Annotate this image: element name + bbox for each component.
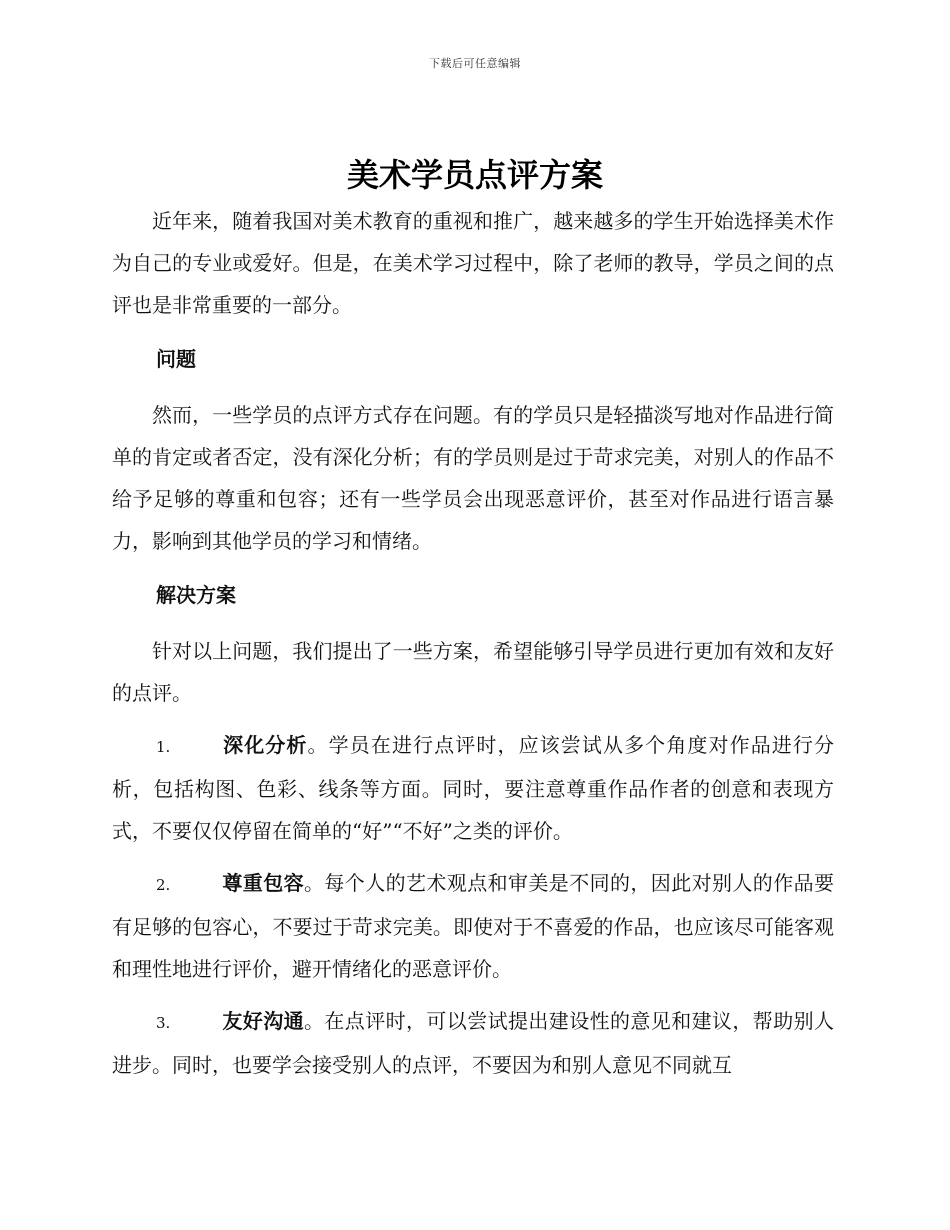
list-text: 。学员在进行点评时，应该尝试从多个角度对作品进行分析，包括构图、色彩、线条等方面。同时，要注意尊重作品作者的创意和表现方式，不要仅仅停留在简单的“好”“不好”之类的评价。 [112, 733, 835, 843]
list-number: 2. [156, 876, 171, 894]
list-term: 友好沟通 [222, 1009, 304, 1033]
list-text: 。每个人的艺术观点和审美是不同的，因此对别人的作品要有足够的包容心，不要过于苛求完美。即使对于不喜爱的作品，也应该尽可能客观和理性地进行评价，避开情绪化的恶意评价。 [112, 871, 834, 981]
header-note: 下载后可任意编辑 [429, 57, 521, 70]
problem-paragraph: 然而，一些学员的点评方式存在问题。有的学员只是轻描淡写地对作品进行简单的肯定或者否定，没有深化分析；有的学员则是过于苛求完美，对别人的作品不给予足够的尊重和包容；还有一些学员会出现恶意评价，甚至对作品进行语言暴力，影响到其他学员的学习和情绪。 [112, 403, 834, 553]
list-number: 3. [156, 1014, 171, 1032]
list-text: 。在点评时，可以尝试提出建设性的意见和建议，帮助别人进步。同时，也要学会接受别人的点评，不要因为和别人意见不同就互 [112, 1009, 834, 1077]
document-title: 美术学员点评方案 [346, 156, 603, 194]
list-number: 1. [156, 738, 171, 756]
list-item [112, 1000, 834, 1086]
document-body [112, 200, 834, 1096]
problem-heading: 问题 [156, 347, 196, 371]
list-term: 尊重包容 [222, 871, 304, 895]
list-term: 深化分析 [222, 733, 308, 757]
list-item [112, 862, 834, 990]
solution-paragraph: 针对以上问题，我们提出了一些方案，希望能够引导学员进行更加有效和友好的点评。 [112, 639, 834, 705]
list-item [112, 724, 834, 852]
intro-paragraph: 近年来，随着我国对美术教育的重视和推广，越来越多的学生开始选择美术作为自己的专业或爱好。但是，在美术学习过程中，除了老师的教导，学员之间的点评也是非常重要的一部分。 [112, 209, 834, 317]
solution-heading: 解决方案 [156, 583, 236, 607]
